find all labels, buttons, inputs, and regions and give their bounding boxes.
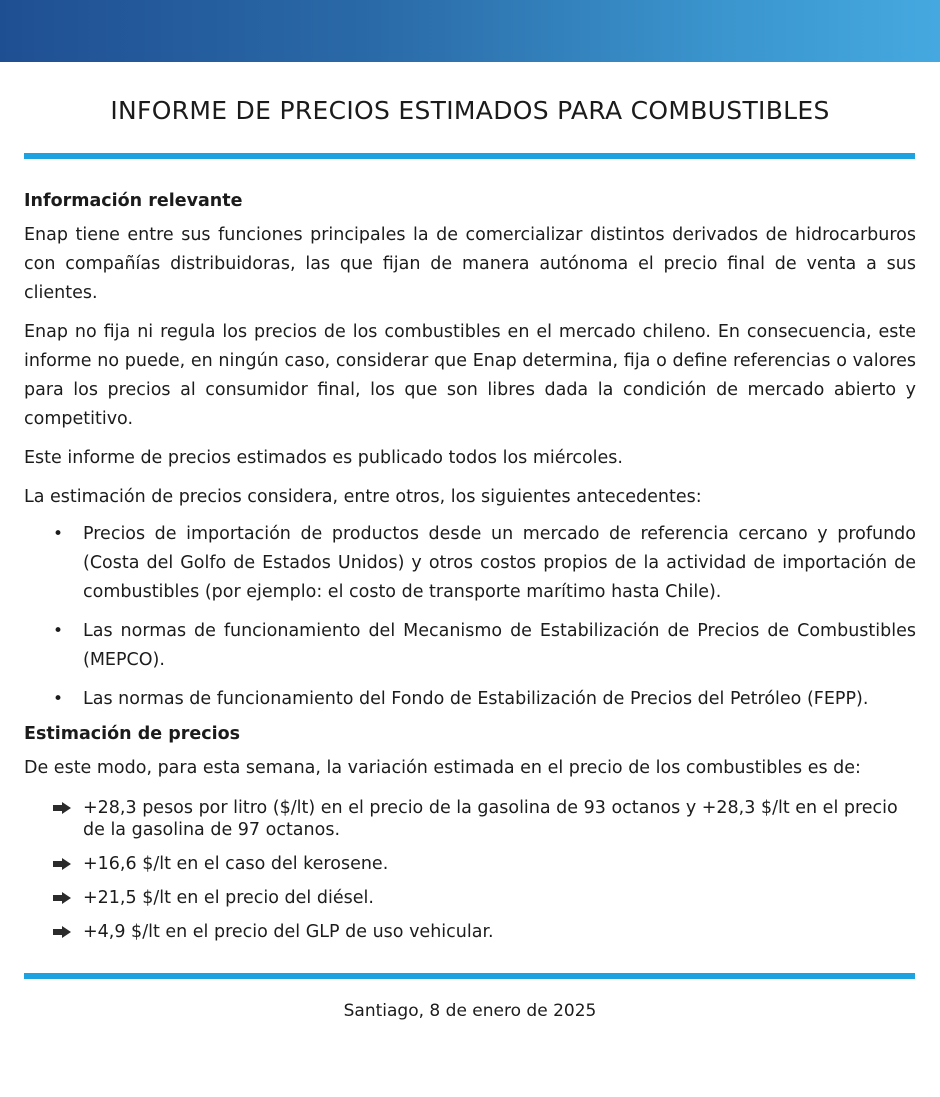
paragraph-estimation-basis: La estimación de precios considera, entre otros, los siguientes antecedentes: [24, 487, 702, 507]
arrow-right-icon [52, 889, 72, 907]
list-item-text: Las normas de funcionamiento del Mecanismo de Estabilización de Precios de Combustibles (MEPCO). [83, 621, 916, 670]
section-heading-relevant-info: Información relevante [24, 191, 243, 211]
header-banner [0, 0, 940, 62]
list-item-text: Las normas de funcionamiento del Fondo de Estabilización de Precios del Petróleo (FEPP). [83, 689, 869, 709]
place-date: Santiago, 8 de enero de 2025 [343, 1001, 597, 1021]
list-item-text: +4,9 $/lt en el precio del GLP de uso vehicular. [83, 922, 494, 942]
list-item [24, 520, 916, 607]
bullet-icon: • [53, 689, 64, 709]
list-item-text: +16,6 $/lt en el caso del kerosene. [83, 854, 389, 874]
list-item [24, 685, 916, 714]
list-item [24, 887, 916, 909]
page-title: INFORME DE PRECIOS ESTIMADOS PARA COMBUSTIBLES [110, 96, 830, 125]
paragraph-no-regulation: Enap no fija ni regula los precios de los combustibles en el mercado chileno. En consecuencia, este informe no puede, en ningún caso, considerar que Enap determina, fija o define referencias o valores para los precios al consumidor final, los que son libres dada la condición de mercado abierto y competitivo. [24, 322, 916, 429]
arrow-right-icon [52, 855, 72, 873]
list-item [24, 853, 916, 875]
paragraph-variation-lead: De este modo, para esta semana, la variación estimada en el precio de los combustibles es de: [24, 758, 861, 778]
paragraph-functions: Enap tiene entre sus funciones principales la de comercializar distintos derivados de hidrocarburos con compañías distribuidoras, las que fijan de manera autónoma el precio final de venta a sus clientes. [24, 225, 916, 303]
list-item [24, 617, 916, 675]
antecedents-list [24, 520, 916, 714]
bottom-divider [24, 973, 915, 979]
list-item-text: Precios de importación de productos desde un mercado de referencia cercano y profundo (Costa del Golfo de Estados Unidos) y otros costos propios de la actividad de importación de combustibles (por ejemplo: el costo de transporte marítimo hasta Chile). [83, 524, 916, 602]
list-item [24, 797, 916, 841]
top-divider [24, 153, 915, 159]
section-heading-price-estimation: Estimación de precios [24, 724, 241, 744]
paragraph-publication: Este informe de precios estimados es publicado todos los miércoles. [24, 448, 623, 468]
document-body [0, 191, 940, 943]
arrow-right-icon [52, 799, 72, 817]
bullet-icon: • [53, 621, 64, 641]
list-item-text: +21,5 $/lt en el precio del diésel. [83, 888, 374, 908]
arrow-right-icon [52, 923, 72, 941]
price-variation-list [24, 797, 916, 943]
bullet-icon: • [53, 524, 64, 544]
list-item-text: +28,3 pesos por litro ($/lt) en el precio de la gasolina de 93 octanos y +28,3 $/lt en el precio de la gasolina de 97 octanos. [83, 798, 898, 840]
list-item [24, 921, 916, 943]
